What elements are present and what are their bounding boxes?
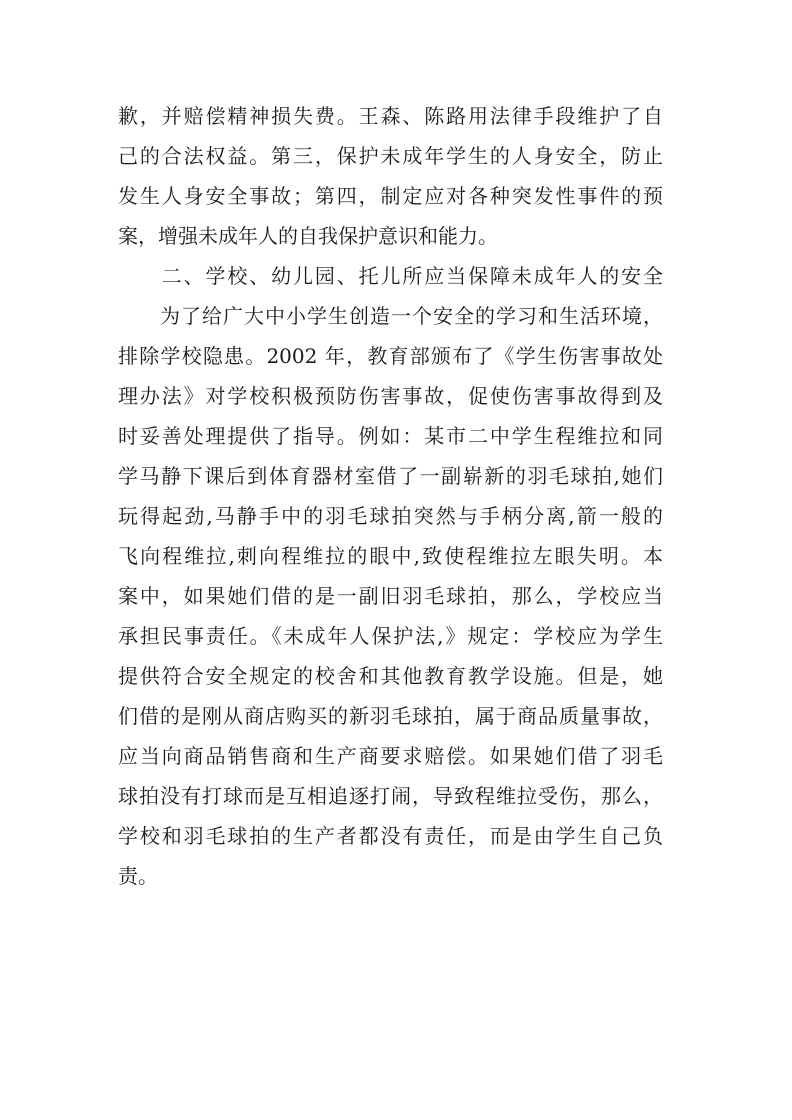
section-heading: 二、学校、幼儿园、托儿所应当保障未成年人的安全	[118, 264, 663, 288]
text-line: 己的合法权益。第三，保护未成年学生的人身安全，防止	[118, 144, 663, 168]
text-line: 承担民事责任。《未成年人保护法,》规定：学校应为学生	[118, 624, 663, 648]
text-line: 案，增强未成年人的自我保护意识和能力。	[118, 224, 498, 248]
text-line: 玩得起劲,马静手中的羽毛球拍突然与手柄分离,箭一般的	[118, 504, 663, 528]
text-line: 案中，如果她们借的是一副旧羽毛球拍，那么，学校应当	[118, 584, 663, 608]
text-line: 排除学校隐患。2002 年，教育部颁布了《学生伤害事故处	[118, 344, 663, 368]
text-line: 责。	[118, 864, 158, 888]
text-line: 时妥善处理提供了指导。例如：某市二中学生程维拉和同	[118, 424, 663, 448]
body-text	[118, 96, 663, 896]
text-line: 发生人身安全事故；第四，制定应对各种突发性事件的预	[118, 184, 663, 208]
text-line: 应当向商品销售商和生产商要求赔偿。如果她们借了羽毛	[118, 744, 663, 768]
text-line: 提供符合安全规定的校舍和其他教育教学设施。但是，她	[118, 664, 663, 688]
text-line: 为了给广大中小学生创造一个安全的学习和生活环境，	[118, 304, 663, 328]
text-line: 理办法》对学校积极预防伤害事故，促使伤害事故得到及	[118, 384, 663, 408]
text-line: 们借的是刚从商店购买的新羽毛球拍，属于商品质量事故，	[118, 704, 663, 728]
text-line: 学马静下课后到体育器材室借了一副崭新的羽毛球拍,她们	[118, 464, 663, 488]
text-line: 球拍没有打球而是互相追逐打闹，导致程维拉受伤，那么，	[118, 784, 663, 808]
text-line: 飞向程维拉,刺向程维拉的眼中,致使程维拉左眼失明。本	[118, 544, 663, 568]
text-line: 歉，并赔偿精神损失费。王森、陈路用法律手段维护了自	[118, 104, 663, 128]
text-line: 学校和羽毛球拍的生产者都没有责任，而是由学生自己负	[118, 824, 663, 848]
